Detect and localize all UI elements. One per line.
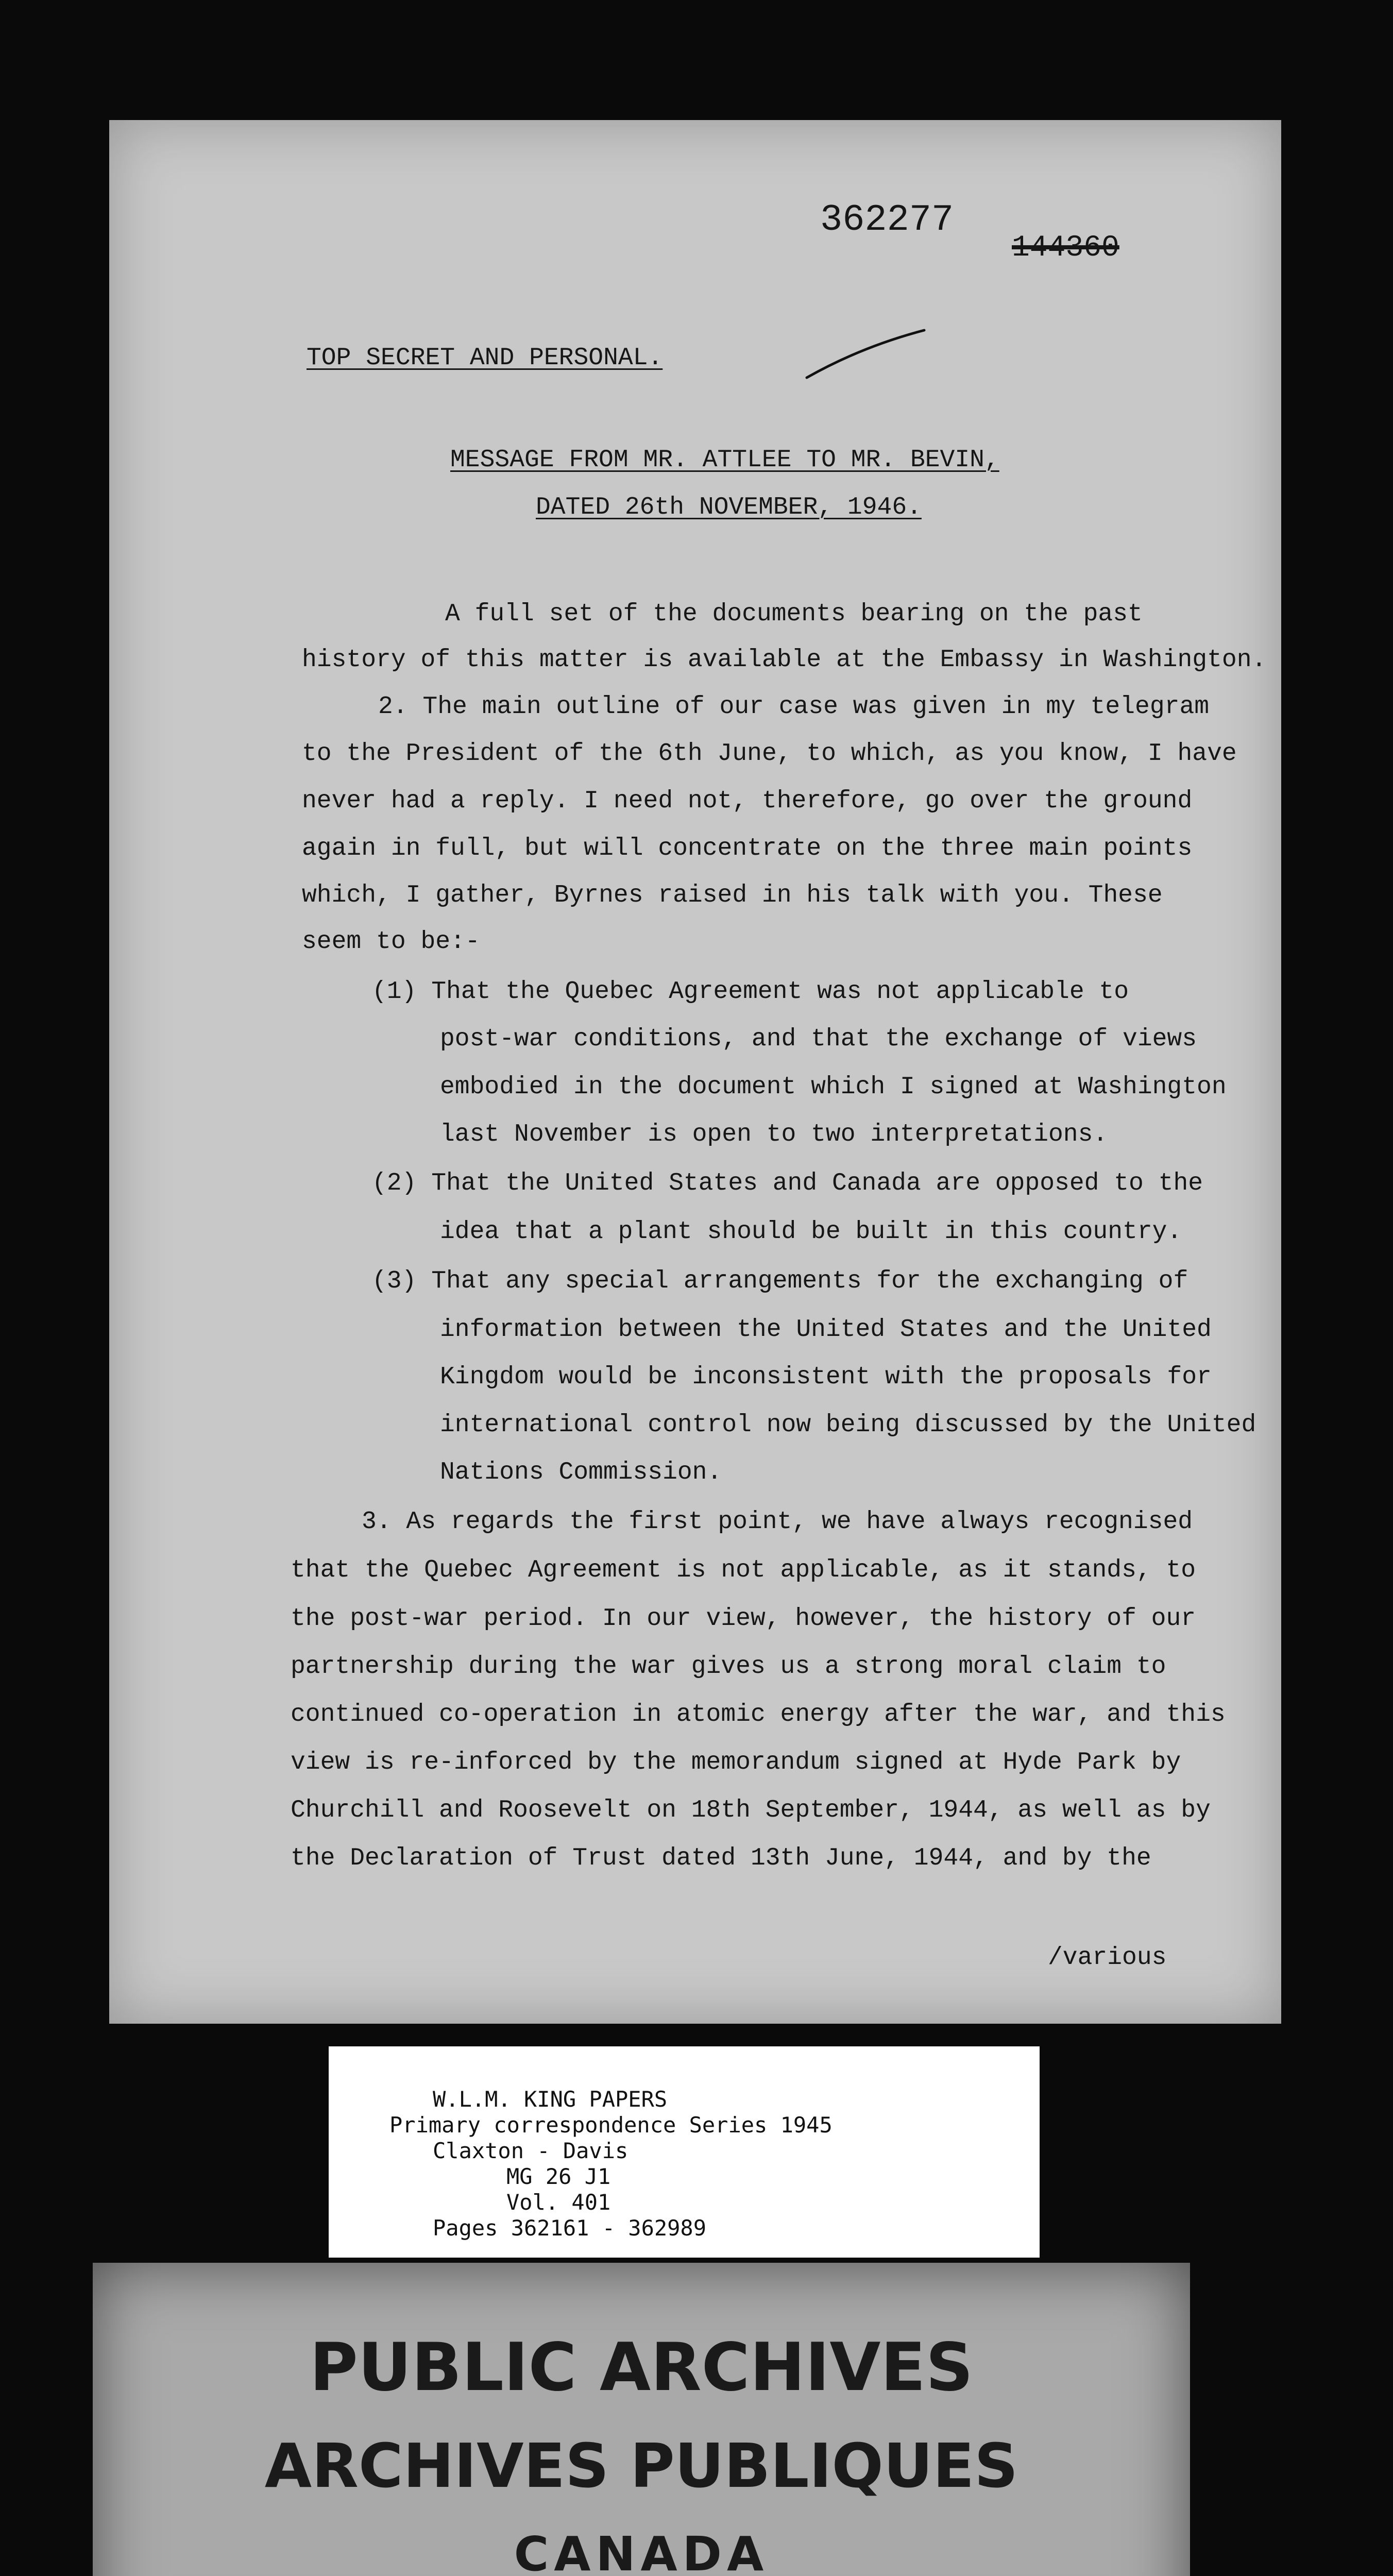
body-line: history of this matter is available at the Embassy in Washington. <box>302 646 1267 674</box>
body-line: the Declaration of Trust dated 13th June, 1944, and by the <box>291 1844 1151 1872</box>
stamp-line-2: ARCHIVES PUBLIQUES <box>264 2430 1018 2501</box>
classification-heading: TOP SECRET AND PERSONAL. <box>307 344 663 372</box>
body-line: again in full, but will concentrate on the three main points <box>302 835 1193 862</box>
body-line: to the President of the 6th June, to which, as you know, I have <box>302 740 1237 768</box>
struck-page-number: 144360 <box>1012 231 1119 265</box>
body-line: post-war conditions, and that the exchange of views <box>440 1025 1197 1053</box>
pen-stroke-mark <box>805 326 928 383</box>
body-line: (1) That the Quebec Agreement was not applicable to <box>372 978 1129 1006</box>
body-line: idea that a plant should be built in this country. <box>440 1218 1182 1246</box>
document-page <box>109 120 1281 2024</box>
title-line-2: DATED 26th NOVEMBER, 1946. <box>536 494 922 521</box>
title-line-1: MESSAGE FROM MR. ATTLEE TO MR. BEVIN, <box>450 446 999 474</box>
page-number: 362277 <box>820 199 954 241</box>
body-line: never had a reply. I need not, therefore, go over the ground <box>302 787 1193 815</box>
body-line: seem to be:- <box>302 928 480 956</box>
body-line: Churchill and Roosevelt on 18th September, 1944, as well as by <box>291 1797 1211 1824</box>
body-line: partnership during the war gives us a strong moral claim to <box>291 1653 1166 1681</box>
label-line: MG 26 J1 <box>506 2164 611 2189</box>
body-line: the post-war period. In our view, however, the history of our <box>291 1605 1196 1633</box>
label-line: Pages 362161 - 362989 <box>433 2215 707 2241</box>
body-line: international control now being discussed by the United <box>440 1411 1256 1439</box>
body-line: 2. The main outline of our case was given in my telegram <box>378 693 1210 721</box>
body-line: Kingdom would be inconsistent with the proposals for <box>440 1363 1212 1391</box>
body-line: (2) That the United States and Canada are opposed to the <box>372 1170 1203 1197</box>
archive-label-card <box>329 2046 1040 2258</box>
label-line: Vol. 401 <box>506 2190 611 2215</box>
body-line: (3) That any special arrangements for the exchanging of <box>372 1267 1188 1295</box>
body-line: that the Quebec Agreement is not applicable, as it stands, to <box>291 1556 1196 1584</box>
public-archives-stamp <box>93 2263 1190 2576</box>
body-line: last November is open to two interpretations. <box>440 1121 1108 1148</box>
body-line: embodied in the document which I signed at Washington <box>440 1073 1227 1101</box>
body-line: continued co-operation in atomic energy after the war, and this <box>291 1701 1226 1728</box>
label-line: Primary correspondence Series 1945 <box>389 2112 833 2138</box>
label-line: Claxton - Davis <box>433 2138 628 2163</box>
stamp-line-1: PUBLIC ARCHIVES <box>310 2329 973 2406</box>
body-line: A full set of the documents bearing on the past <box>445 600 1143 628</box>
body-line: Nations Commission. <box>440 1459 722 1486</box>
body-line: view is re-inforced by the memorandum signed at Hyde Park by <box>291 1749 1181 1776</box>
catchword: /various <box>1048 1944 1167 1972</box>
stamp-line-3: CANADA <box>514 2527 769 2576</box>
label-line: W.L.M. KING PAPERS <box>433 2087 668 2112</box>
body-line: which, I gather, Byrnes raised in his talk with you. These <box>302 882 1163 909</box>
body-line: information between the United States and the United <box>440 1316 1212 1344</box>
body-line: 3. As regards the first point, we have always recognised <box>362 1508 1193 1536</box>
